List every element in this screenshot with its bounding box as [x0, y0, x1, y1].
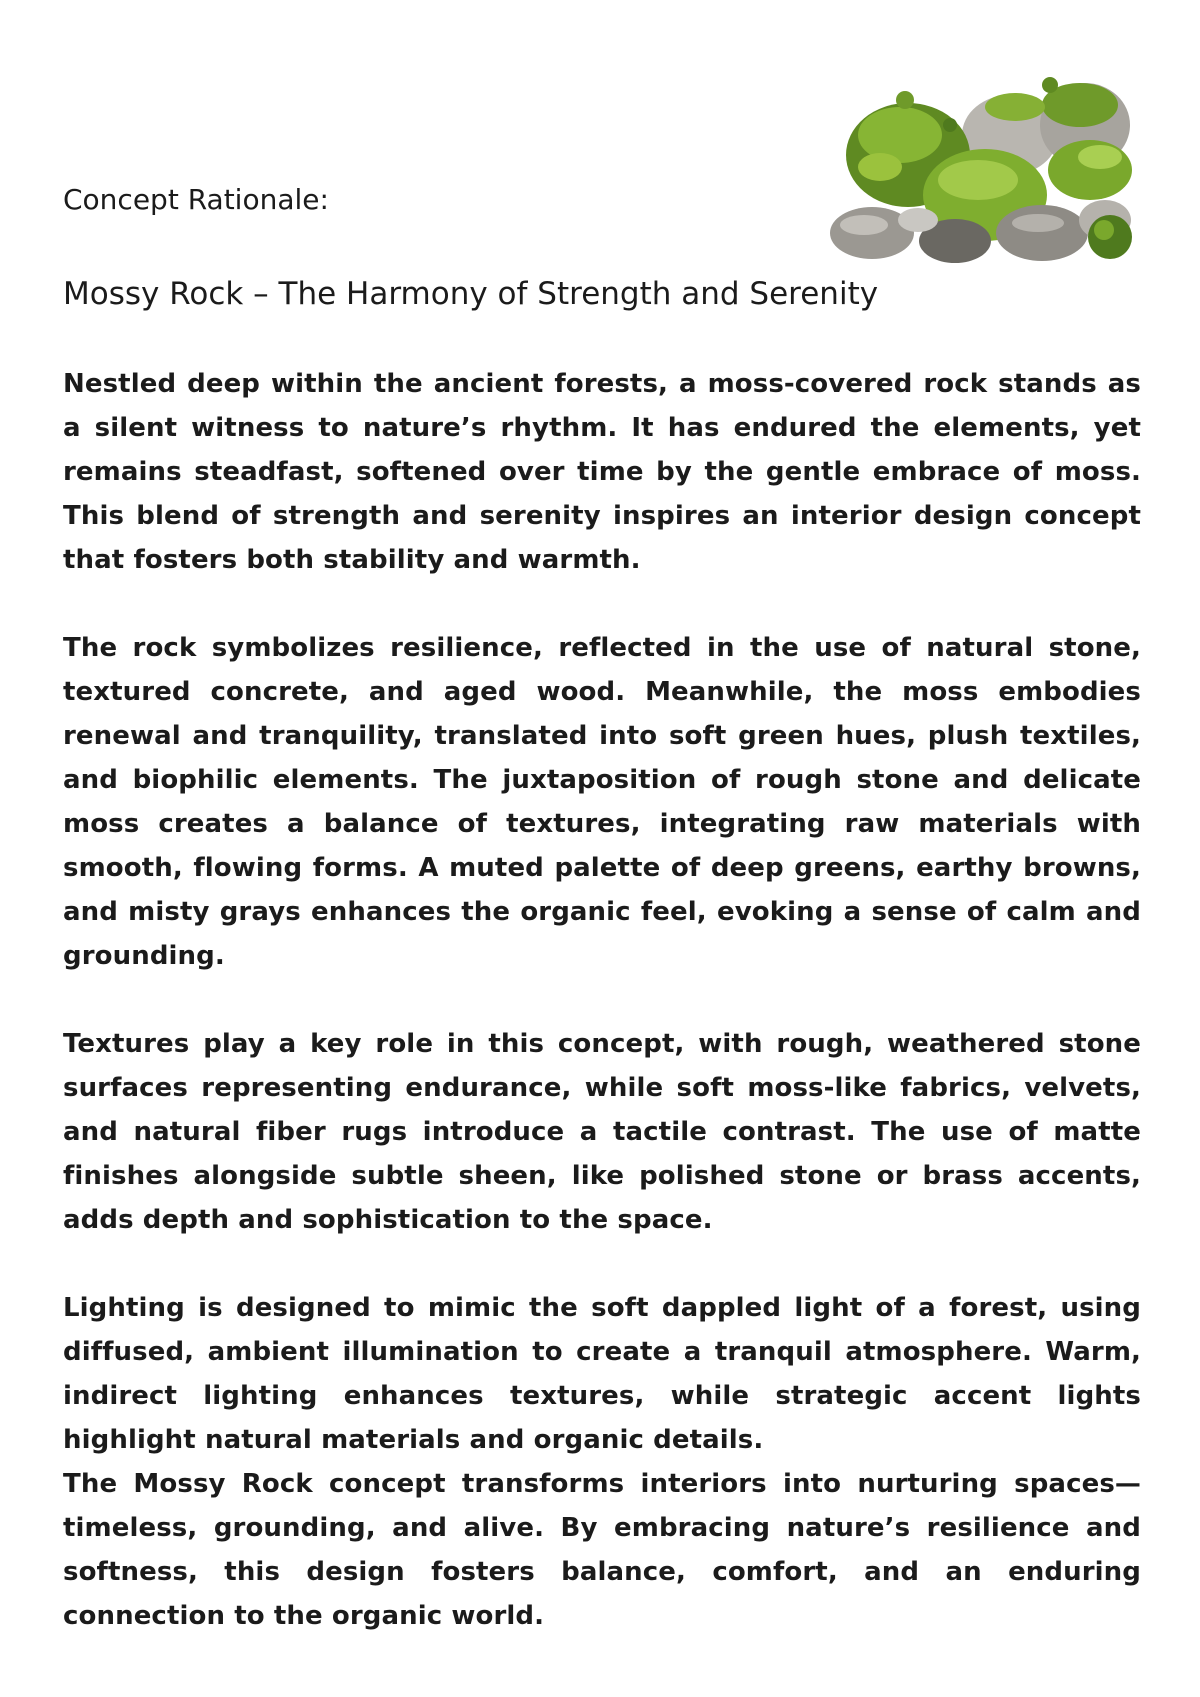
paragraph-conclusion: The Mossy Rock concept transforms interiors into nurturing spaces—timeless, grounding, and alive. By embracing nature’s resilience and softness, this design fosters balance, comfort, and an enduring connection to the organic world.	[63, 1469, 1141, 1631]
moss-tuft-3	[943, 118, 957, 132]
moss-middle-highlight	[938, 160, 1018, 200]
section-label: Concept Rationale:	[63, 183, 329, 216]
stone-front-grey-shine	[1012, 214, 1064, 232]
mossy-rocks-illustration	[800, 55, 1150, 270]
moss-tuft-1	[896, 91, 914, 109]
paragraph-materials: The rock symbolizes resilience, reflected in the use of natural stone, textured concrete, and aged wood. Meanwhile, the moss embodies renewal and tranquility, translated into soft green hues, plush textiles, and biophilic elements. The juxtaposition of rough stone and delicate moss creates a balance of textures, integrating raw materials with smooth, flowing forms. A muted palette of deep greens, earthy browns, and misty grays enhances the organic feel, evoking a sense of calm and grounding.	[63, 633, 1141, 971]
body-text	[63, 362, 1141, 1638]
mossy-rocks-icon	[800, 55, 1150, 270]
stone-front-left-shine	[840, 215, 888, 235]
page-title: Mossy Rock – The Harmony of Strength and Serenity	[63, 276, 879, 312]
moss-left-patch	[858, 153, 902, 181]
moss-top-center	[985, 93, 1045, 121]
moss-tuft-2	[1042, 77, 1058, 93]
stone-front-grey	[996, 205, 1088, 261]
moss-ball-right-highlight	[1094, 220, 1114, 240]
paragraph-intro: Nestled deep within the ancient forests, a moss-covered rock stands as a silent witness to nature’s rhythm. It has endured the elements, yet remains steadfast, softened over time by the gentle embrace of moss. This blend of strength and serenity inspires an interior design concept that fosters both stability and warmth.	[63, 369, 1141, 575]
pebble-small	[898, 208, 938, 232]
moss-right-highlight	[1078, 145, 1122, 169]
paragraph-lighting: Lighting is designed to mimic the soft dappled light of a forest, using diffused, ambient illumination to create a tranquil atmosphere. Warm, indirect lighting enhances textures, while strategic accent lights highlight natural materials and organic details.	[63, 1293, 1141, 1455]
paragraph-textures: Textures play a key role in this concept, with rough, weathered stone surfaces representing endurance, while soft moss-like fabrics, velvets, and natural fiber rugs introduce a tactile contrast. The use of matte finishes alongside subtle sheen, like polished stone or brass accents, adds depth and sophistication to the space.	[63, 1029, 1141, 1235]
